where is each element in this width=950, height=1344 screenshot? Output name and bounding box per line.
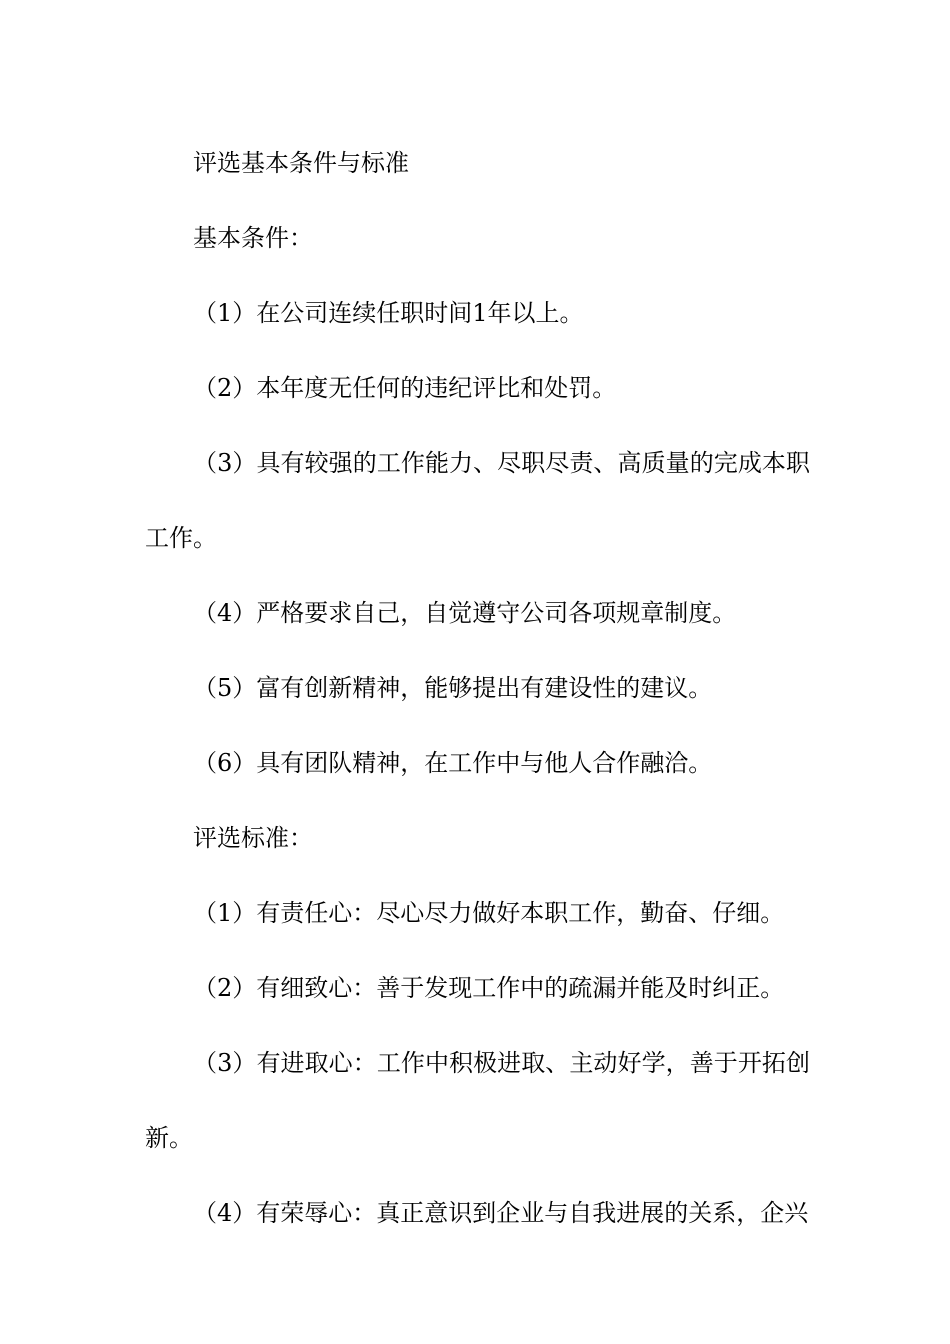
criteria-heading: 评选标准： — [193, 824, 313, 852]
condition-item-5: （5）富有创新精神，能够提出有建设性的建议。 — [193, 674, 713, 702]
criteria-item-1: （1）有责任心：尽心尽力做好本职工作，勤奋、仔细。 — [193, 899, 785, 927]
criteria-item-2: （2）有细致心：善于发现工作中的疏漏并能及时纠正。 — [193, 974, 785, 1002]
criteria-item-4: （4）有荣辱心：真正意识到企业与自我进展的关系，企兴 — [193, 1199, 809, 1227]
criteria-item-3: （3）有进取心：工作中积极进取、主动好学，善于开拓创新。 — [145, 1049, 810, 1152]
condition-item-6: （6）具有团队精神，在工作中与他人合作融洽。 — [193, 749, 713, 777]
section-title: 评选基本条件与标准 — [193, 149, 409, 177]
condition-item-4: （4）严格要求自己，自觉遵守公司各项规章制度。 — [193, 599, 737, 627]
condition-item-2: （2）本年度无任何的违纪评比和处罚。 — [193, 374, 617, 402]
condition-item-1: （1）在公司连续任职时间1年以上。 — [193, 299, 584, 327]
document-body — [145, 126, 810, 1251]
condition-item-3: （3）具有较强的工作能力、尽职尽责、高质量的完成本职工作。 — [145, 449, 810, 552]
basic-conditions-heading: 基本条件： — [193, 224, 313, 252]
